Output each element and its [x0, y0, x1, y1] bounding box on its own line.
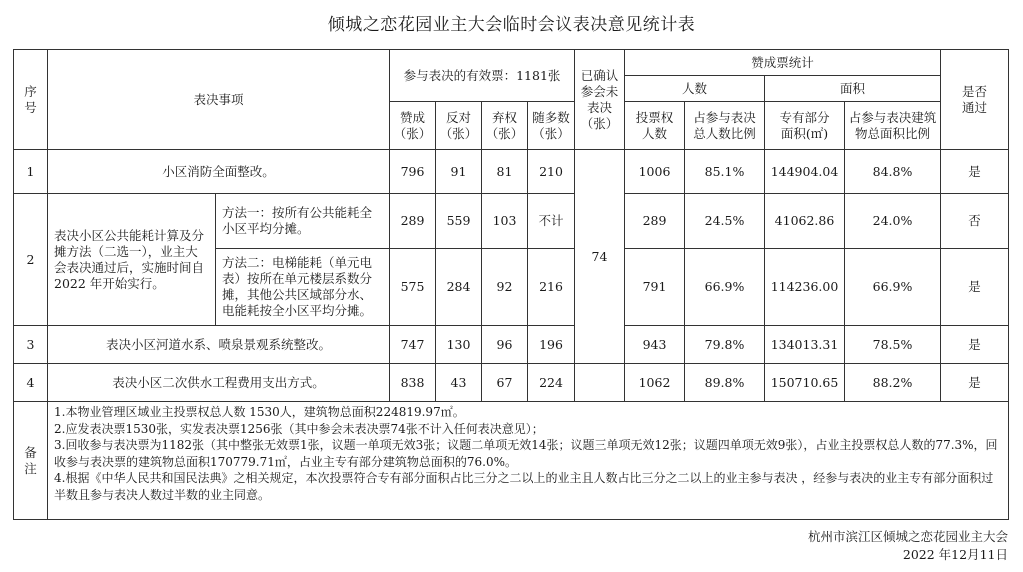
follow-cell: 196 [528, 326, 575, 364]
note-item: 3.回收参与表决票为1182张（其中整张无效票1张，议题一单项无效3张；议题二单项无效14张；议题三单项无效12张；议题四单项无效9张），占业主投票权总人数的77.3%，回收参与表决票的建筑物总面积170779.71㎡，占业主专有部分建筑物总面积的76.0%。 [54, 438, 998, 469]
passed-cell: 是 [941, 150, 1009, 194]
people-ratio-cell: 89.8% [685, 364, 765, 402]
abstain-cell: 96 [482, 326, 528, 364]
approve-cell: 575 [390, 249, 436, 326]
table-row [14, 150, 1009, 194]
area-ratio-cell: 24.0% [845, 194, 941, 249]
note-item: 4.根据《中华人民共和国民法典》之相关规定，本次投票符合专有部分面积占比三分之二以上的业主且人数占比三分之二以上的业主参与表决 ，经参与表决的业主专有部分面积过半数且参与表决人数过半数的业主同意。 [54, 471, 994, 502]
header-abstain: 弃权 （张） [482, 102, 528, 150]
follow-cell: 216 [528, 249, 575, 326]
approve-cell: 796 [390, 150, 436, 194]
abstain-cell: 92 [482, 249, 528, 326]
oppose-cell: 91 [436, 150, 482, 194]
passed-cell: 否 [941, 194, 1009, 249]
header-matter: 表决事项 [48, 50, 390, 150]
header-area-ratio: 占参与表决建筑 物总面积比例 [845, 102, 941, 150]
header-confirmed-absent: 已确认 参会未 表决 （张） [575, 50, 625, 150]
footer-date: 2022 年12月11日 [902, 547, 1008, 562]
people-ratio-cell: 79.8% [685, 326, 765, 364]
oppose-cell: 559 [436, 194, 482, 249]
approve-cell: 838 [390, 364, 436, 402]
header-valid-votes: 参与表决的有效票：1181张 [390, 50, 575, 102]
area-cell: 114236.00 [765, 249, 845, 326]
header-seq: 序 号 [14, 50, 48, 150]
area-ratio-cell: 66.9% [845, 249, 941, 326]
header-approve-stats: 赞成票统计 [625, 50, 941, 76]
table-row [14, 194, 1009, 249]
area-ratio-cell: 78.5% [845, 326, 941, 364]
oppose-cell: 284 [436, 249, 482, 326]
table-row [14, 364, 1009, 402]
vote-results-table [13, 49, 1009, 520]
seq-cell: 1 [14, 150, 48, 194]
area-ratio-cell: 88.2% [845, 364, 941, 402]
header-approve: 赞成 （张） [390, 102, 436, 150]
follow-cell: 210 [528, 150, 575, 194]
notes-content [48, 402, 1009, 520]
area-cell: 134013.31 [765, 326, 845, 364]
header-oppose: 反对 （张） [436, 102, 482, 150]
header-people: 人数 [625, 76, 765, 102]
matter-cell: 表决小区二次供水工程费用支出方式。 [48, 364, 390, 402]
method-cell: 方法二：电梯能耗（单元电表）按所在单元楼层系数分摊，其他公共区域部分水、电能耗按全小区平均分摊。 [216, 249, 390, 326]
seq-cell: 2 [14, 194, 48, 326]
header-follow-majority: 随多数 （张） [528, 102, 575, 150]
header-area: 面积 [765, 76, 941, 102]
voting-people-cell: 791 [625, 249, 685, 326]
header-exclusive-area: 专有部分 面积(㎡) [765, 102, 845, 150]
follow-cell: 不计 [528, 194, 575, 249]
notes-row [14, 402, 1009, 520]
voting-people-cell: 943 [625, 326, 685, 364]
header-people-ratio: 占参与表决 总人数比例 [685, 102, 765, 150]
approve-cell: 747 [390, 326, 436, 364]
abstain-cell: 67 [482, 364, 528, 402]
oppose-cell: 130 [436, 326, 482, 364]
confirmed-absent-cell [575, 364, 625, 402]
header-voting-people: 投票权 人数 [625, 102, 685, 150]
area-cell: 41062.86 [765, 194, 845, 249]
page-title: 倾城之恋花园业主大会临时会议表决意见统计表 [327, 15, 696, 35]
people-ratio-cell: 66.9% [685, 249, 765, 326]
header-passed: 是否 通过 [941, 50, 1009, 150]
confirmed-absent-cell: 74 [575, 150, 625, 364]
oppose-cell: 43 [436, 364, 482, 402]
voting-people-cell: 289 [625, 194, 685, 249]
abstain-cell: 81 [482, 150, 528, 194]
note-item: 2.应发表决票1530张，实发表决票1256张（其中参会未表决票74张不计入任何表决意见）； [54, 421, 544, 436]
people-ratio-cell: 24.5% [685, 194, 765, 249]
area-cell: 150710.65 [765, 364, 845, 402]
area-cell: 144904.04 [765, 150, 845, 194]
follow-cell: 224 [528, 364, 575, 402]
people-ratio-cell: 85.1% [685, 150, 765, 194]
note-item: 1.本物业管理区域业主投票权总人数 1530人，建筑物总面积224819.97㎡。 [54, 405, 465, 419]
seq-cell: 4 [14, 364, 48, 402]
method-cell: 方法一：按所有公共能耗全小区平均分摊。 [216, 194, 390, 249]
voting-people-cell: 1006 [625, 150, 685, 194]
table-row [14, 326, 1009, 364]
matter-cell: 小区消防全面整改。 [48, 150, 390, 194]
abstain-cell: 103 [482, 194, 528, 249]
notes-label: 备 注 [14, 402, 48, 520]
seq-cell: 3 [14, 326, 48, 364]
approve-cell: 289 [390, 194, 436, 249]
passed-cell: 是 [941, 364, 1009, 402]
area-ratio-cell: 84.8% [845, 150, 941, 194]
matter-cell: 表决小区河道水系、喷泉景观系统整改。 [48, 326, 390, 364]
passed-cell: 是 [941, 249, 1009, 326]
voting-people-cell: 1062 [625, 364, 685, 402]
footer-organization: 杭州市滨江区倾城之恋花园业主大会 [807, 529, 1008, 544]
passed-cell: 是 [941, 326, 1009, 364]
matter-cell: 表决小区公共能耗计算及分摊方法（二选一），业主大会表决通过后，实施时间自2022 年开始实行。 [48, 194, 216, 326]
